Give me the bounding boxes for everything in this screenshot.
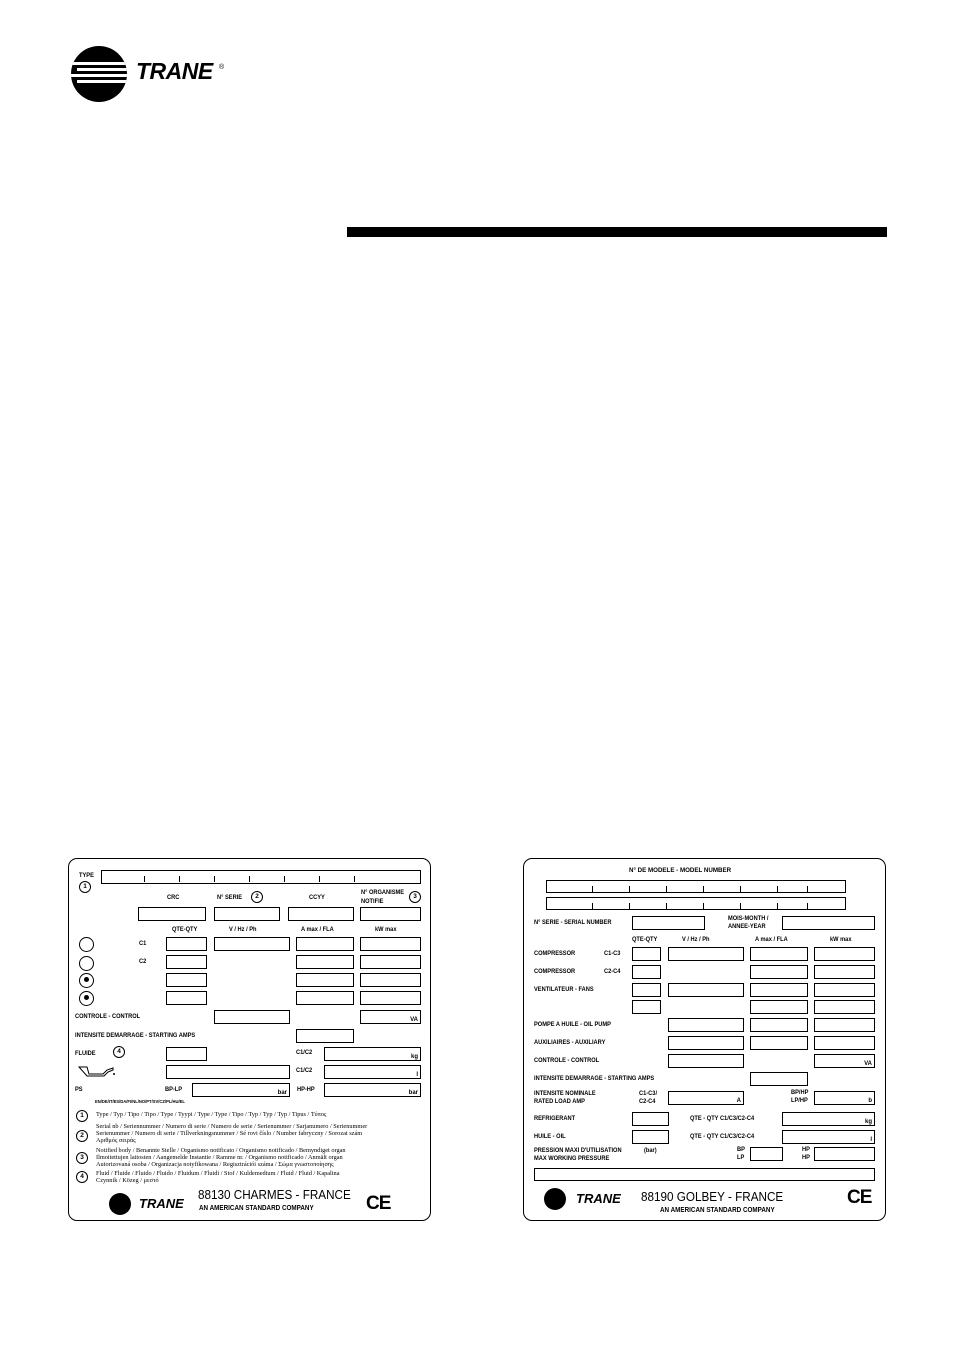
legend-serial-1: Serial nb / Seriennummer / Numero di serie / Numero de serie / Serienummer / Sarjanumero / Serienummer [96,1123,368,1130]
rated-label-2: RATED LOAD AMP [534,1098,585,1105]
organisme-label: N° ORGANISME [361,889,405,896]
kw-label: kW max [830,936,852,943]
legend-notified-2: Ilmoitettujen laitosten / Aangemelde Instantie / Ramme nr. / Organismo notificado / Anmält organ [96,1154,343,1161]
amax-label: A max / FLA [755,936,788,943]
kg-unit: kg [864,1119,872,1125]
hphp-label: HP-HP [297,1086,315,1093]
c1c3-label: C1-C3 [604,950,621,957]
model-number-label: N° DE MODELE - MODEL NUMBER [629,867,732,874]
serial-number-label: N° SERIE - SERIAL NUMBER [534,919,612,926]
comp1-kw-field[interactable] [814,947,875,961]
legend-notified-3: Autorizovaná osoba / Organizacja notyfikowana / Regisztrációi száma / Σώμα γνωστοποίησης [96,1161,334,1168]
ce-mark: CE [847,1187,872,1208]
lp-label: LP [737,1154,745,1161]
bp-label: BP [737,1146,745,1153]
starting-amps-label: INTENSITE DEMARRAGE - STARTING AMPS [75,1032,196,1039]
control-vhz-field[interactable] [214,1010,290,1024]
legend-fluid-1: Fluid / Fluide / Fluido / Fluido / Fluidum / Fluidi / Stof / Kuldemedium / Fluid / Fluid / Kapalina [96,1170,340,1177]
address-charmes: 88130 CHARMES - FRANCE [198,1187,351,1202]
kg-unit: kg [410,1054,418,1060]
kw-label: kW max [375,926,397,933]
comp2-qty-field[interactable] [632,965,661,979]
ccyy-field[interactable] [288,907,354,921]
compressor-label: COMPRESSOR [534,950,576,957]
fan2-qty-field[interactable] [166,991,207,1005]
c1-vhz-field[interactable] [214,937,290,951]
fan1-qty-field[interactable] [166,973,207,987]
oil-pump-vhz-field[interactable] [668,1018,744,1032]
oil-pump-amax-field[interactable] [750,1018,808,1032]
a-unit: A [736,1098,741,1104]
hphp-field[interactable] [324,1083,421,1097]
refrig-qty-label: QTE - QTY C1/C3/C2-C4 [690,1115,755,1122]
qty-label: QTE-QTY [172,926,198,933]
hp-label: HP [802,1146,810,1153]
vhz-label: V / Hz / Ph [229,926,257,933]
rated-amp-field[interactable] [668,1091,744,1105]
c1-amax-field[interactable] [296,937,354,951]
bp-pressure-field[interactable] [750,1147,783,1161]
oil-can-icon [77,1063,117,1077]
trane-logo-text: TRANE [136,58,213,84]
crc-label: CRC [167,894,180,901]
c2-kw-field[interactable] [360,955,421,969]
nameplate-golbey [523,858,886,1221]
comp2-amax-field[interactable] [750,965,808,979]
trane-logo-text: TRANE [576,1191,621,1206]
fans1-qty-field[interactable] [632,983,661,997]
languages-label: EN/DE/IT/ES/DA/FI/NL/NO/PT/SV/CZ/PL/HU/EL [95,1099,185,1104]
trane-logo-mark [109,1193,131,1215]
header-rule [347,227,887,237]
legend-serial-2: Serienummer / Numero di serie / Tillverkningsnummer / Sé rovi číslo / Number fabryczny / Sorozat szám [96,1130,363,1137]
comp2-kw-field[interactable] [814,965,875,979]
bphp-field[interactable] [814,1091,875,1105]
ps-label: PS [75,1086,83,1093]
fan-icon [79,991,94,1006]
c1-kw-field[interactable] [360,937,421,951]
type-field[interactable] [101,870,421,884]
pressure-label-1: PRESSION MAXI D'UTILISATION [534,1147,622,1154]
hp-label-2: HP [802,1154,810,1161]
month-year-field[interactable] [782,916,875,930]
refrigerant-field[interactable] [632,1112,669,1126]
b-unit: b [868,1098,872,1104]
legend-type: Type / Typ / Tipo / Tipo / Type / Tyypi / Type / Type / Tipo / Typ / Typ / Typ / Tipus / Τύπος [96,1111,327,1118]
legend-notified-1: Notified body / Benannte Stelle / Organismo notificato / Organismo notificado / Bemyndiget organ [96,1147,346,1154]
comp1-amax-field[interactable] [750,947,808,961]
aux-vhz-field[interactable] [668,1036,744,1050]
amax-label: A max / FLA [301,926,334,933]
control-va-field[interactable] [360,1010,421,1024]
legend-fluid-2: Czynnik / Közeg / μεστό [96,1177,159,1184]
bphp-label: BP/HP [791,1089,809,1096]
notifie-label: NOTIFIE [361,898,384,905]
fluide-label: FLUIDE [75,1050,96,1057]
c1-qty-field[interactable] [166,937,207,951]
bottom-field[interactable] [534,1168,875,1181]
num-4: 4 [113,1046,125,1058]
c1c3-rated-label: C1-C3/ [639,1090,658,1097]
oil-pump-kw-field[interactable] [814,1018,875,1032]
oil-label: HUILE - OIL [534,1133,566,1140]
legend-num-1: 1 [76,1110,88,1122]
control-label: CONTROLE - CONTROL [534,1057,600,1064]
fan2-amax-field[interactable] [296,991,354,1005]
oil-qty-label: QTE - QTY C1/C3/C2-C4 [690,1133,755,1140]
c1c2-l-label: C1/C2 [296,1067,313,1074]
month-label: MOIS-MONTH / [728,915,769,922]
model-number-field-2[interactable] [546,897,846,910]
refrigerant-label: REFRIGERANT [534,1115,576,1122]
pressure-label-2: MAX WORKING PRESSURE [534,1155,610,1162]
crc-field[interactable] [138,907,206,921]
comp1-qty-field[interactable] [632,947,661,961]
fans1-amax-field[interactable] [750,983,808,997]
type-label: TYPE [79,872,94,879]
starting-amps-field[interactable] [750,1072,808,1086]
legend-serial-3: Αριθμός σειράς [96,1137,136,1144]
organisme-field[interactable] [360,907,421,921]
fans-label: VENTILATEUR - FANS [534,986,594,993]
c2-label: C2 [139,958,147,965]
num-2: 2 [251,891,263,903]
c2-qty-field[interactable] [166,955,207,969]
hp-pressure-field[interactable] [814,1147,875,1161]
serie-field[interactable] [214,907,280,921]
rated-label-1: INTENSITE NOMINALE [534,1090,596,1097]
ccyy-label: CCYY [309,894,325,901]
company-label: AN AMERICAN STANDARD COMPANY [660,1207,775,1214]
address-golbey: 88190 GOLBEY - FRANCE [641,1189,784,1204]
oil-qty-field[interactable] [782,1130,875,1144]
control-vhz-field[interactable] [668,1054,744,1068]
legend-num-2: 2 [76,1130,88,1142]
c2c4-rated-label: C2-C4 [639,1098,656,1105]
bplp-label: BP-LP [165,1086,183,1093]
fan1-kw-field[interactable] [360,973,421,987]
starting-amps-label: INTENSITE DEMARRAGE - STARTING AMPS [534,1075,655,1082]
control-label: CONTROLE - CONTROL [75,1013,141,1020]
auxiliary-label: AUXILIAIRES - AUXILIARY [534,1039,606,1046]
serial-number-field[interactable] [632,916,705,930]
year-label: ANNEE-YEAR [728,923,766,930]
compressor-label: COMPRESSOR [534,968,576,975]
control-va-field[interactable] [814,1054,875,1068]
oil-field[interactable] [166,1065,290,1079]
vhz-label: V / Hz / Ph [682,936,710,943]
fan2-kw-field[interactable] [360,991,421,1005]
va-unit: VA [410,1017,418,1023]
fans-vhz-field[interactable] [668,983,744,997]
bar-unit: bar [277,1090,287,1096]
ce-mark: CE [366,1193,391,1214]
qty-label: QTE-QTY [632,936,658,943]
legend-num-3: 3 [76,1152,88,1164]
fan1-amax-field[interactable] [296,973,354,987]
bar-unit: bar [408,1090,418,1096]
num-1: 1 [79,881,91,893]
company-label: AN AMERICAN STANDARD COMPANY [199,1205,314,1212]
l-unit: l [416,1072,418,1078]
c1-label: C1 [139,940,147,947]
c1c2-kg-label: C1/C2 [296,1049,313,1056]
num-3: 3 [409,891,421,903]
aux-amax-field[interactable] [750,1036,808,1050]
trane-logo-mark [544,1188,566,1210]
oil-field[interactable] [632,1130,669,1144]
compressor-icon [79,937,94,952]
compressor-icon [79,956,94,971]
bplp-field[interactable] [192,1083,290,1097]
lphp-label: LP/HP [791,1097,808,1104]
pressure-unit: (bar) [644,1147,657,1154]
legend-num-4: 4 [76,1171,88,1183]
fans2-amax-field[interactable] [750,1000,808,1014]
l-unit: l [870,1137,872,1143]
oil-l-field[interactable] [324,1065,421,1079]
fans1-kw-field[interactable] [814,983,875,997]
va-unit: VA [864,1061,872,1067]
aux-kw-field[interactable] [814,1036,875,1050]
trane-logo-mark [71,46,127,102]
comp1-vhz-field[interactable] [668,947,744,961]
charge-kg-field[interactable] [324,1047,421,1061]
refrig-qty-field[interactable] [782,1112,875,1126]
fans2-qty-field[interactable] [632,1000,661,1014]
fans2-kw-field[interactable] [814,1000,875,1014]
nameplate-charmes [68,858,431,1221]
fan-icon [79,973,94,988]
registered-mark: ® [219,64,225,71]
oil-pump-label: POMPE A HUILE - OIL PUMP [534,1021,611,1028]
c2c4-label: C2-C4 [604,968,621,975]
serie-label: N° SERIE [217,894,243,901]
model-number-field-1[interactable] [546,880,846,893]
trane-logo-text: TRANE [139,1196,184,1211]
fluide-field[interactable] [166,1047,207,1061]
starting-amps-field[interactable] [296,1029,354,1043]
c2-amax-field[interactable] [296,955,354,969]
